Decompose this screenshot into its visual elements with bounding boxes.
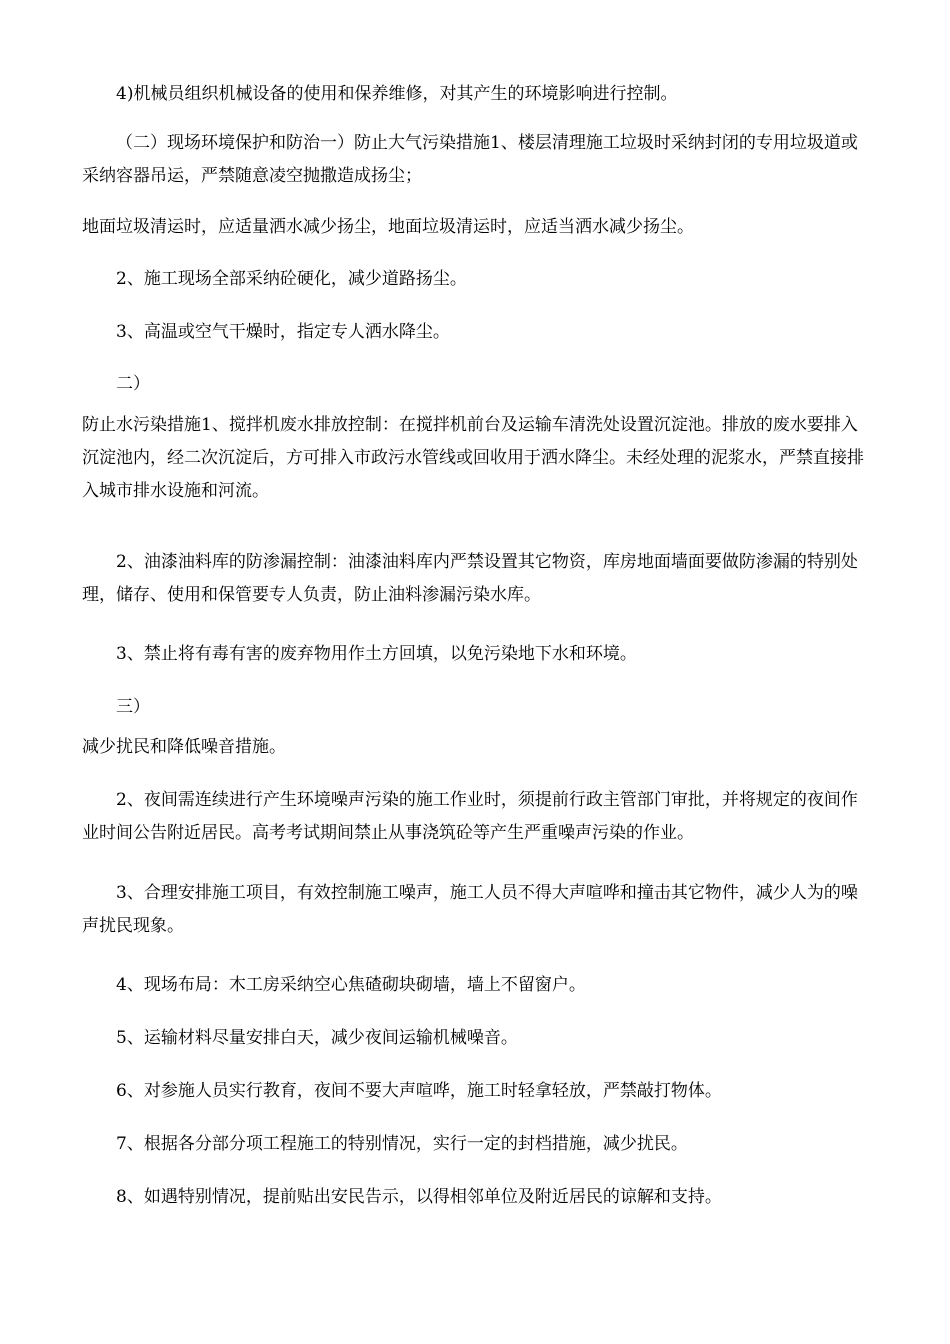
paragraph-noise-title: 减少扰民和降低噪音措施。 [82, 737, 286, 757]
paragraph-water-pollution-1: 防止水污染措施1、搅拌机废水排放控制：在搅拌机前台及运输车清洗处设置沉淀池。排放的废水要排入沉淀池内，经二次沉淀后，方可排入市政污水管线或回收用于洒水降尘。未经处理的泥浆水，严禁直接排入城市排水设施和河流。 [82, 415, 864, 501]
paragraph-noise-2: 2、夜间需连续进行产生环境噪声污染的施工作业时，须提前行政主管部门审批，并将规定的夜间作业时间公告附近居民。高考考试期间禁止从事浇筑砼等产生严重噪声污染的作业。 [82, 790, 858, 843]
paragraph-air-pollution-2: 2、施工现场全部采纳砼硬化，减少道路扬尘。 [116, 269, 467, 289]
paragraph-noise-5: 5、运输材料尽量安排白天，减少夜间运输机械噪音。 [116, 1028, 518, 1048]
paragraph-noise-7: 7、根据各分部分项工程施工的特别情况，实行一定的封档措施，减少扰民。 [116, 1134, 688, 1154]
section-heading-2: 二） [116, 374, 150, 394]
paragraph-air-pollution-1: （二）现场环境保护和防治一）防止大气污染措施1、楼层清理施工垃圾时采纳封闭的专用垃圾道或采纳容器吊运，严禁随意凌空抛撒造成扬尘； [82, 133, 858, 186]
paragraph-water-pollution-3: 3、禁止将有毒有害的废弃物用作土方回填，以免污染地下水和环境。 [116, 644, 637, 664]
paragraph-noise-8: 8、如遇特别情况，提前贴出安民告示，以得相邻单位及附近居民的谅解和支持。 [116, 1187, 722, 1207]
paragraph-noise-4: 4、现场布局：木工房采纳空心焦碴砌块砌墙，墙上不留窗户。 [116, 975, 586, 995]
paragraph-noise-6: 6、对参施人员实行教育，夜间不要大声喧哗，施工时轻拿轻放，严禁敲打物体。 [116, 1081, 722, 1101]
paragraph-water-pollution-2: 2、油漆油料库的防渗漏控制：油漆油料库内严禁设置其它物资，库房地面墙面要做防渗漏的特别处理，储存、使用和保管要专人负责，防止油料渗漏污染水库。 [82, 552, 858, 605]
paragraph-noise-3: 3、合理安排施工项目，有效控制施工噪声，施工人员不得大声喧哗和撞击其它物件，减少人为的噪声扰民现象。 [82, 883, 858, 936]
paragraph-ground-waste: 地面垃圾清运时，应适量洒水减少扬尘，地面垃圾清运时，应适当洒水减少扬尘。 [82, 217, 694, 237]
paragraph-mechanic-duty: 4)机械员组织机械设备的使用和保养维修，对其产生的环境影响进行控制。 [116, 84, 678, 104]
section-heading-3: 三） [116, 697, 150, 717]
paragraph-air-pollution-3: 3、高温或空气干燥时，指定专人洒水降尘。 [116, 322, 450, 342]
